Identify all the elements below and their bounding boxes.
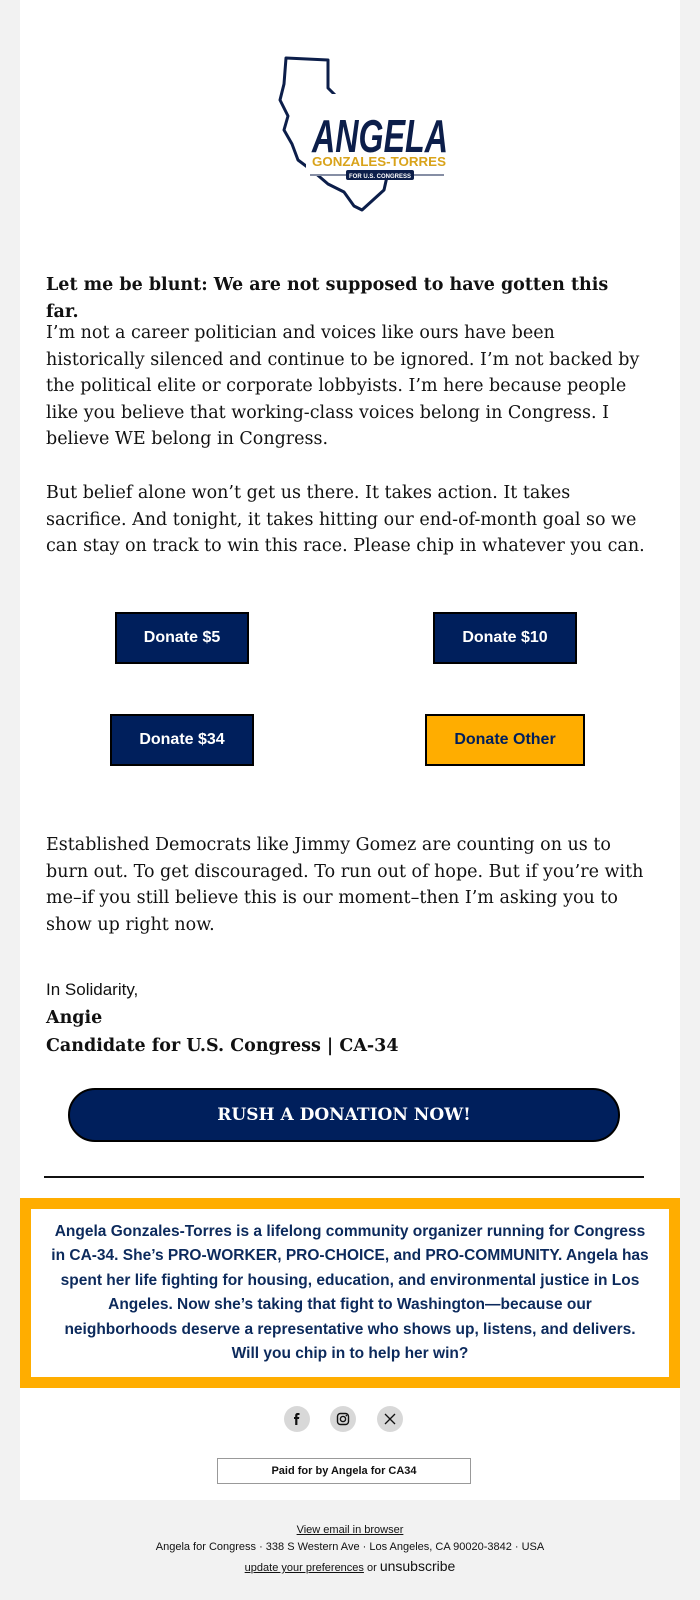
bio-text: Angela Gonzales-Torres is a lifelong community organizer running for Congress in CA-34. She’s PRO-WORKER, PRO-CHOICE, and PRO-COMMUNITY. Angela has spent her life fighting for housing, education, and environmental justice in Los Angeles. Now she’s taking that fight to Washington—because our neighborhoods deserve a representative who shows up, listens, and delivers. Will you chip in to help her win?: [51, 1222, 649, 1362]
footer-links-row: [0, 1558, 700, 1574]
signature-name: Angie: [46, 1008, 103, 1028]
logo-name-bottom: GONZALES-TORRES: [312, 155, 446, 169]
intro-paragraph-2: But belief alone won’t get us there. It takes action. It takes sacrifice. And tonight, it takes hitting our end-of-month goal so we can stay on track to win this race. Please chip in whatever you can.: [46, 483, 645, 556]
paid-for-disclaimer: Paid for by Angela for CA34: [217, 1458, 471, 1484]
view-in-browser-row: [0, 1524, 700, 1536]
x-icon[interactable]: [377, 1406, 403, 1432]
donate-34-button[interactable]: Donate $34: [110, 714, 254, 766]
signature-title: Candidate for U.S. Congress | CA-34: [46, 1036, 399, 1056]
update-preferences-link[interactable]: update your preferences: [244, 1562, 364, 1574]
rush-donation-button[interactable]: RUSH A DONATION NOW!: [68, 1088, 620, 1142]
bio-box: [20, 1198, 680, 1388]
campaign-logo: [258, 50, 458, 220]
lead-sentence: Let me be blunt: We are not supposed to have gotten this far.: [46, 275, 609, 322]
intro-paragraph-1: I’m not a career politician and voices like ours have been historically silenced and continue to be ignored. I’m not backed by the political elite or corporate lobbyists. I’m here because people like you believe that working-class voices belong in Congress. I believe WE belong in Congress.: [46, 323, 640, 449]
footer-address: Angela for Congress · 338 S Western Ave · Los Angeles, CA 90020-3842 · USA: [155, 1541, 545, 1553]
closing-paragraph: Established Democrats like Jimmy Gomez are counting on us to burn out. To get discouraged. To run out of hope. But if you’re with me–if you still believe this is our moment–then I’m asking you to show up right now.: [46, 835, 644, 935]
donate-other-button[interactable]: Donate Other: [425, 714, 585, 766]
view-in-browser-link[interactable]: View email in browser: [296, 1524, 404, 1536]
email-card: [20, 0, 680, 1500]
divider: [44, 1176, 644, 1178]
unsubscribe-link[interactable]: unsubscribe: [379, 1558, 456, 1574]
footer-or: or: [363, 1562, 380, 1574]
donate-5-button[interactable]: Donate $5: [115, 612, 249, 664]
signoff: In Solidarity,: [46, 980, 139, 999]
logo-tagline: FOR U.S. CONGRESS: [348, 174, 412, 180]
instagram-icon[interactable]: [330, 1406, 356, 1432]
facebook-icon[interactable]: [284, 1406, 310, 1432]
logo-name-top: ANGELA: [311, 110, 448, 162]
donate-10-button[interactable]: Donate $10: [433, 612, 577, 664]
